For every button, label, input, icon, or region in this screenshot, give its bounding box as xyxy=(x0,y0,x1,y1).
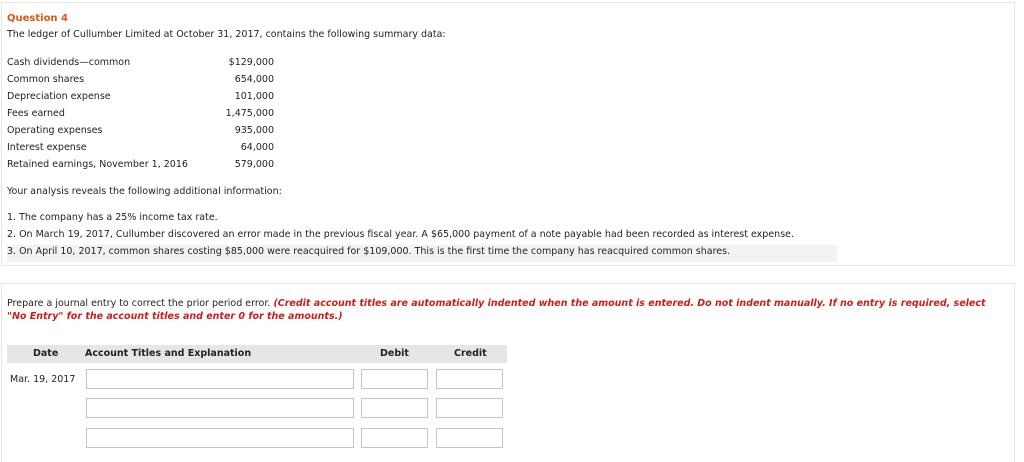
ledger-row xyxy=(7,105,274,122)
task-instructions xyxy=(7,297,1007,323)
ledger-label: Cash dividends—common xyxy=(7,57,131,68)
info-item: 2. On March 19, 2017, Cullumber discovered an error made in the previous fiscal year. A $65,000 payment of a note payable had been recorded as interest expense. xyxy=(7,229,795,240)
ledger-label: Depreciation expense xyxy=(7,91,111,102)
credit-input[interactable] xyxy=(436,428,503,448)
question-title: Question 4 xyxy=(7,13,68,24)
header-credit: Credit xyxy=(454,348,487,359)
task-instruction-note: (Credit account titles are automatically indented when the amount is entered. Do not indent manually. If no entry is required, select "No Entry" for the account titles and enter 0 for the amounts.) xyxy=(7,298,986,322)
debit-input[interactable] xyxy=(361,428,428,448)
task-prompt: Prepare a journal entry to correct the prior period error. xyxy=(7,298,274,309)
ledger-row xyxy=(7,122,274,139)
question-intro: The ledger of Cullumber Limited at October 31, 2017, contains the following summary data: xyxy=(7,29,446,40)
account-title-input[interactable] xyxy=(86,428,354,448)
debit-input[interactable] xyxy=(361,398,428,418)
ledger-row xyxy=(7,71,274,88)
debit-input[interactable] xyxy=(361,369,428,389)
ledger-label: Operating expenses xyxy=(7,125,103,136)
credit-input[interactable] xyxy=(436,398,503,418)
ledger-row xyxy=(7,156,274,173)
ledger-amount: $129,000 xyxy=(228,57,274,68)
ledger-amount: 64,000 xyxy=(240,142,274,153)
header-debit: Debit xyxy=(380,348,409,359)
credit-input[interactable] xyxy=(436,369,503,389)
ledger-amount: 1,475,000 xyxy=(225,108,274,119)
analysis-intro: Your analysis reveals the following additional information: xyxy=(7,186,282,197)
account-title-input[interactable] xyxy=(86,369,354,389)
ledger-amount: 101,000 xyxy=(234,91,274,102)
info-list xyxy=(7,211,837,262)
info-item: 3. On April 10, 2017, common shares costing $85,000 were reacquired for $109,000. This is the first time the company has reacquired common shares. xyxy=(7,245,837,262)
ledger-label: Retained earnings, November 1, 2016 xyxy=(7,159,188,170)
ledger-row xyxy=(7,139,274,156)
ledger-amount: 579,000 xyxy=(234,159,274,170)
info-item: 1. The company has a 25% income tax rate. xyxy=(7,212,218,223)
journal-header xyxy=(7,345,507,363)
ledger-amount: 935,000 xyxy=(234,125,274,136)
journal-date: Mar. 19, 2017 xyxy=(10,374,76,385)
ledger-row xyxy=(7,54,274,71)
account-title-input[interactable] xyxy=(86,398,354,418)
ledger-amount: 654,000 xyxy=(234,74,274,85)
ledger-row xyxy=(7,88,274,105)
ledger-label: Common shares xyxy=(7,74,85,85)
ledger-label: Interest expense xyxy=(7,142,87,153)
header-account: Account Titles and Explanation xyxy=(85,348,252,359)
header-date: Date xyxy=(33,348,59,359)
ledger-table xyxy=(7,54,274,173)
ledger-label: Fees earned xyxy=(7,108,65,119)
